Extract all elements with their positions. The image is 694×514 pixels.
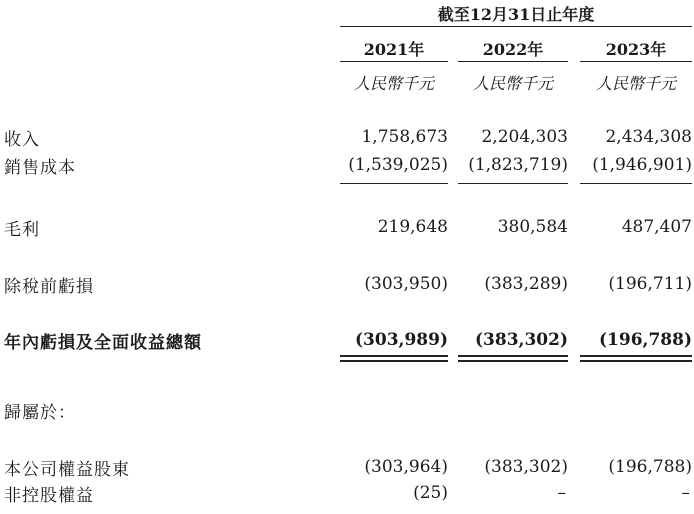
double-rule-bottom-2022 [458, 360, 568, 362]
double-rule-bottom-2023 [580, 360, 692, 362]
year-underline-2022 [458, 61, 568, 62]
row-label-attributable-to: 歸屬於： [4, 403, 76, 423]
subtotal-rule-2023 [580, 183, 692, 184]
equity-shareholders-2023: (196,788) [608, 457, 692, 477]
subtotal-rule-2021 [340, 183, 448, 184]
cost-of-sales-2021: (1,539,025) [348, 155, 448, 175]
non-controlling-interests-2021: (25) [413, 483, 448, 503]
year-2021-header: 2021年 [363, 40, 425, 59]
total-comprehensive-loss-2022: (383,302) [475, 330, 568, 350]
gross-profit-2021: 219,648 [377, 217, 448, 237]
loss-before-tax-2023: (196,711) [608, 274, 692, 294]
row-label-revenue: 收入 [4, 130, 40, 150]
revenue-2023: 2,434,308 [605, 127, 692, 147]
period-header: 截至12月31日止年度 [437, 5, 595, 24]
row-label-cost-of-sales: 銷售成本 [4, 158, 76, 178]
period-underline [340, 26, 692, 27]
unit-label-2021: 人民幣千元 [353, 74, 434, 93]
row-label-gross-profit: 毛利 [4, 220, 40, 240]
unit-label-2022: 人民幣千元 [472, 74, 553, 93]
gross-profit-2022: 380,584 [497, 217, 568, 237]
equity-shareholders-2022: (383,302) [484, 457, 568, 477]
year-2022-header: 2022年 [482, 40, 544, 59]
double-rule-top-2021 [340, 355, 448, 357]
loss-before-tax-2022: (383,289) [484, 274, 568, 294]
cost-of-sales-2022: (1,823,719) [468, 155, 568, 175]
unit-label-2023: 人民幣千元 [595, 74, 676, 93]
non-controlling-interests-2023: – [681, 483, 690, 503]
total-comprehensive-loss-2021: (303,989) [355, 330, 448, 350]
year-underline-2023 [580, 61, 692, 62]
row-label-total-comprehensive-loss: 年內虧損及全面收益總額 [4, 333, 202, 353]
row-label-equity-shareholders: 本公司權益股東 [4, 460, 130, 480]
double-rule-top-2022 [458, 355, 568, 357]
gross-profit-2023: 487,407 [621, 217, 692, 237]
total-comprehensive-loss-2023: (196,788) [599, 330, 692, 350]
revenue-2021: 1,758,673 [361, 127, 448, 147]
double-rule-bottom-2021 [340, 360, 448, 362]
non-controlling-interests-2022: – [557, 483, 566, 503]
year-2023-header: 2023年 [605, 40, 667, 59]
row-label-loss-before-tax: 除稅前虧損 [4, 277, 94, 297]
row-label-non-controlling-interests: 非控股權益 [4, 486, 94, 506]
cost-of-sales-2023: (1,946,901) [592, 155, 692, 175]
equity-shareholders-2021: (303,964) [364, 457, 448, 477]
double-rule-top-2023 [580, 355, 692, 357]
subtotal-rule-2022 [458, 183, 568, 184]
revenue-2022: 2,204,303 [481, 127, 568, 147]
year-underline-2021 [340, 61, 448, 62]
loss-before-tax-2021: (303,950) [364, 274, 448, 294]
